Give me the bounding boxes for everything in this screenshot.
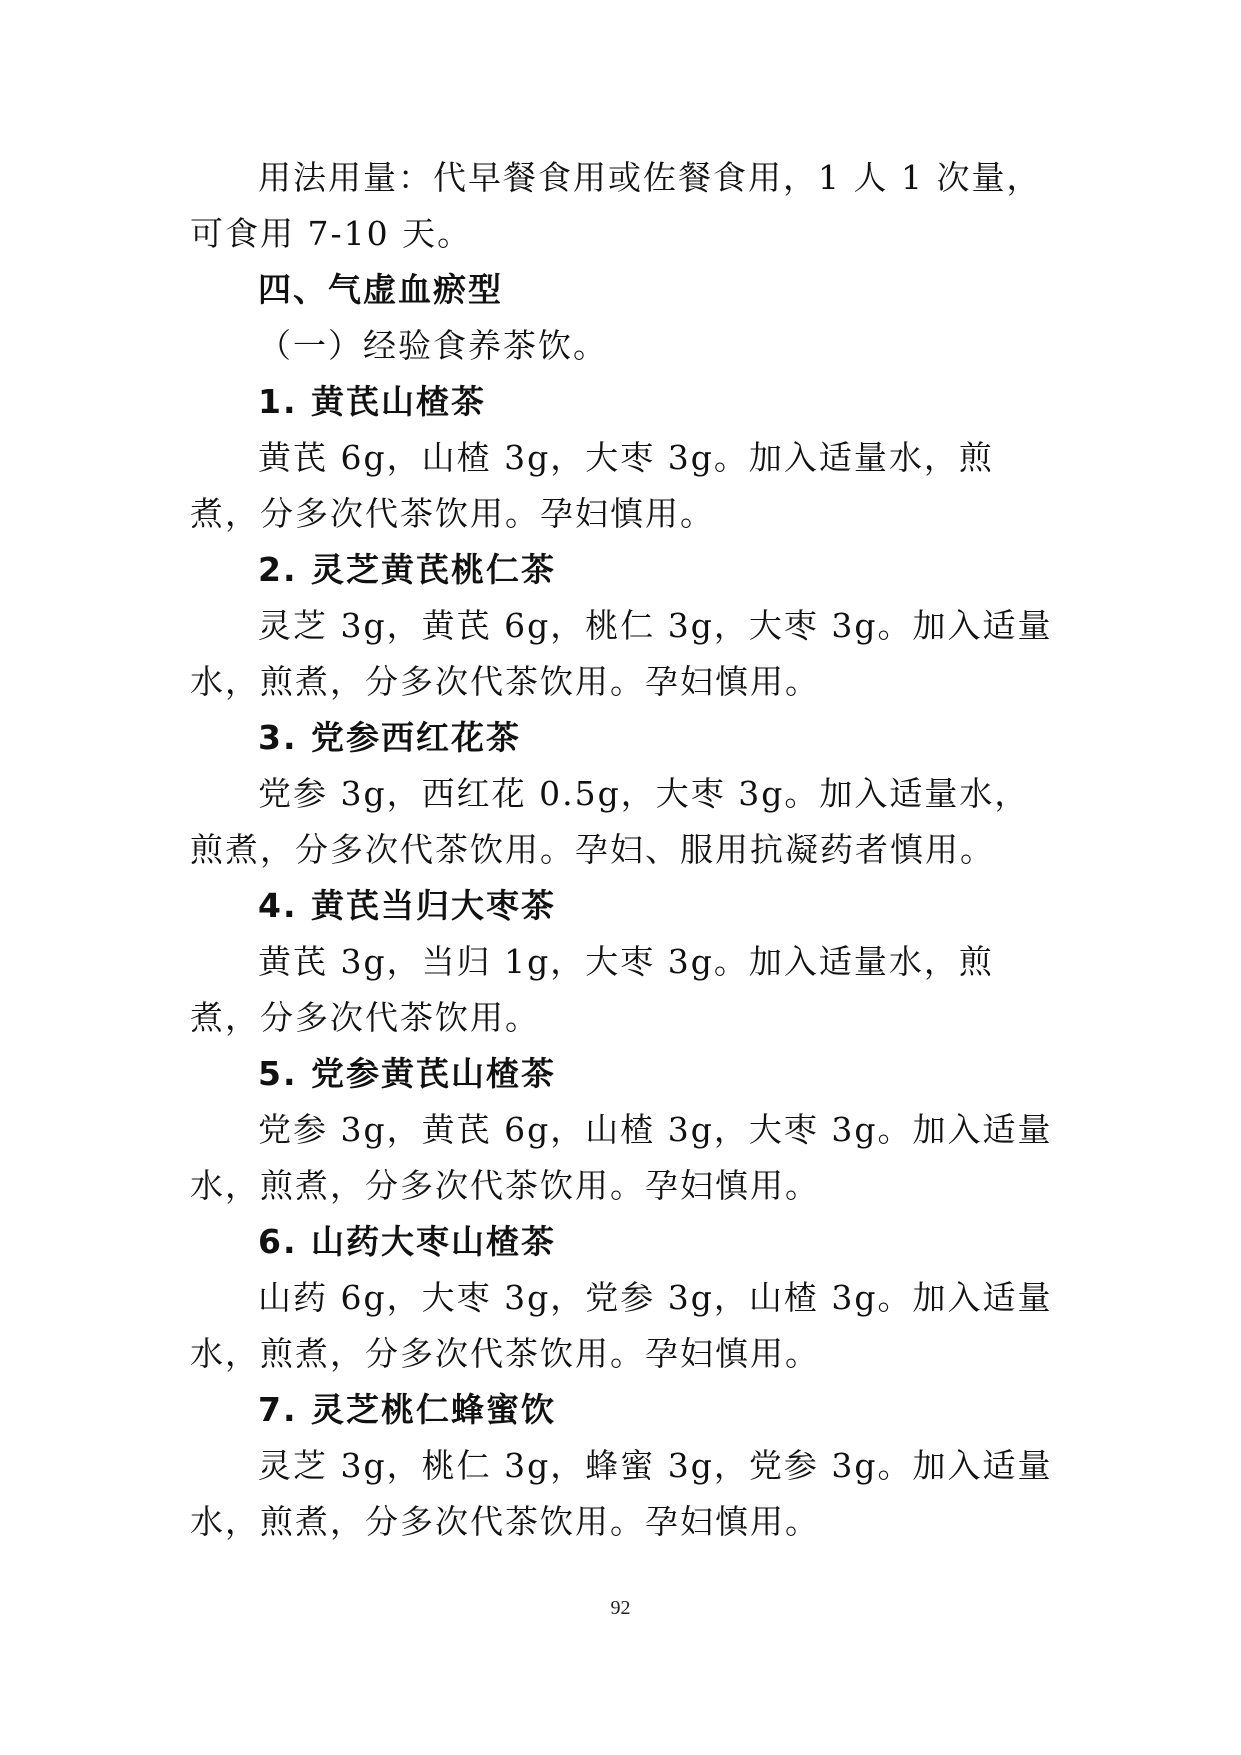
recipe-body: 党参 3g，西红花 0.5g，大枣 3g。加入适量水，煎煮，分多次代茶饮用。孕妇、服用抗凝药者慎用。	[190, 774, 1030, 869]
section-heading: 四、气虚血瘀型	[258, 270, 503, 309]
page-body	[190, 150, 1060, 1550]
recipe-body: 灵芝 3g，黄芪 6g，桃仁 3g，大枣 3g。加入适量水，煎煮，分多次代茶饮用。孕妇慎用。	[190, 606, 1053, 701]
recipe-title: 5. 党参黄芪山楂茶	[258, 1054, 556, 1093]
recipe-title: 6. 山药大枣山楂茶	[258, 1222, 556, 1261]
intro-paragraph: 用法用量：代早餐食用或佐餐食用，1 人 1 次量，可食用 7-10 天。	[190, 158, 1042, 253]
subsection-heading: （一）经验食养茶饮。	[258, 326, 608, 365]
recipe-title: 2. 灵芝黄芪桃仁茶	[258, 550, 556, 589]
recipe-body: 党参 3g，黄芪 6g，山楂 3g，大枣 3g。加入适量水，煎煮，分多次代茶饮用。孕妇慎用。	[190, 1110, 1053, 1205]
recipe-title: 4. 黄芪当归大枣茶	[258, 886, 556, 925]
page-number: 92	[610, 1597, 631, 1619]
recipe-title: 3. 党参西红花茶	[258, 718, 521, 757]
recipe-body: 黄芪 3g，当归 1g，大枣 3g。加入适量水，煎煮，分多次代茶饮用。	[190, 942, 994, 1037]
recipe-title: 7. 灵芝桃仁蜂蜜饮	[258, 1390, 556, 1429]
recipe-body: 灵芝 3g，桃仁 3g，蜂蜜 3g，党参 3g。加入适量水，煎煮，分多次代茶饮用。孕妇慎用。	[190, 1446, 1053, 1541]
recipe-body: 黄芪 6g，山楂 3g，大枣 3g。加入适量水，煎煮，分多次代茶饮用。孕妇慎用。	[190, 438, 994, 533]
recipe-title: 1. 黄芪山楂茶	[258, 382, 486, 421]
recipe-body: 山药 6g，大枣 3g，党参 3g，山楂 3g。加入适量水，煎煮，分多次代茶饮用。孕妇慎用。	[190, 1278, 1053, 1373]
